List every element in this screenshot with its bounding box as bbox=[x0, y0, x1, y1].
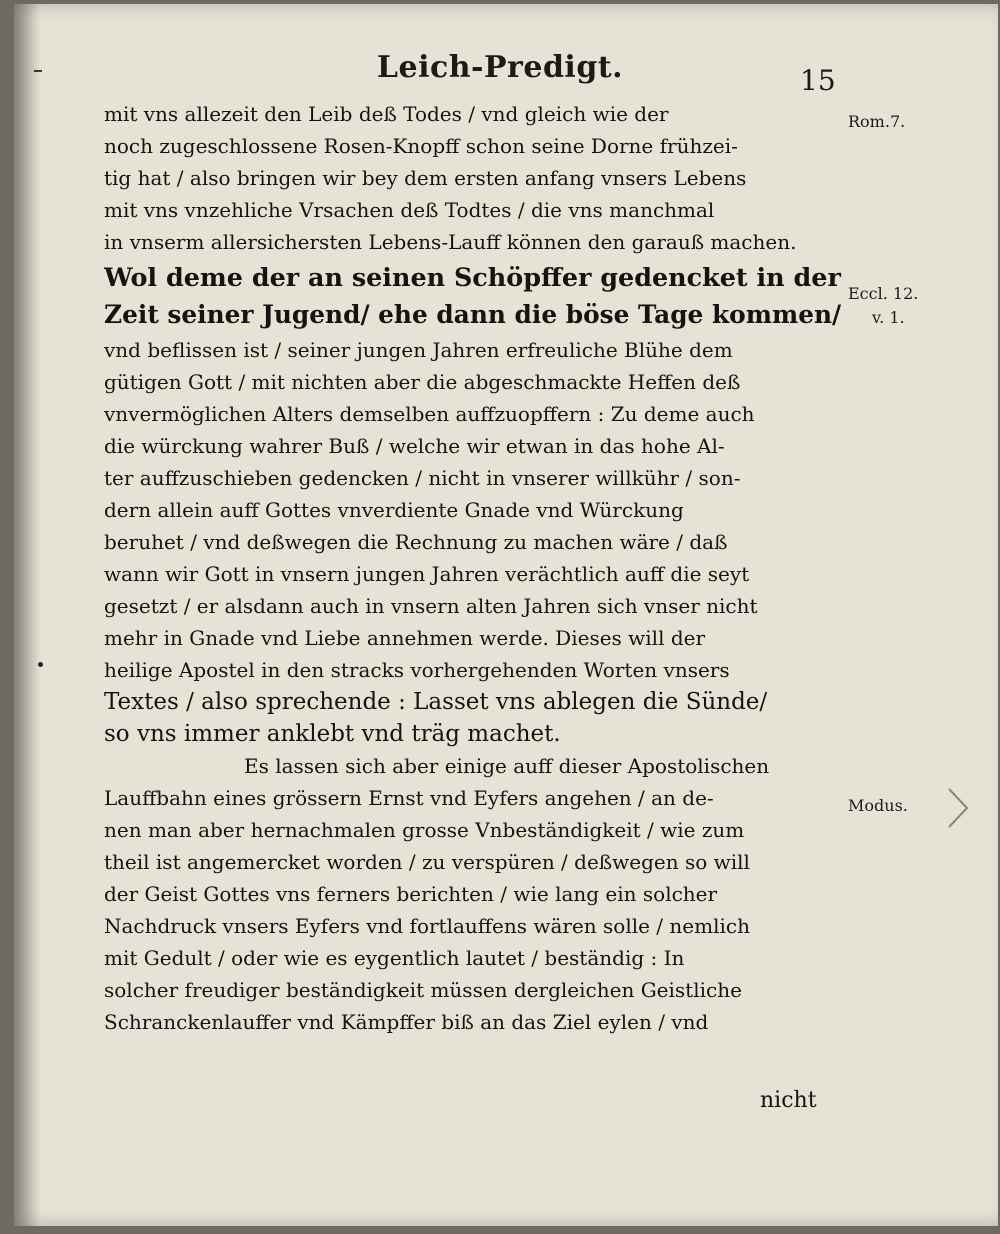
page-gutter-shadow bbox=[14, 4, 40, 1226]
text-line: dern allein auff Gottes vnverdiente Gnade vnd Würckung bbox=[104, 498, 684, 522]
margin-note-verse: v. 1. bbox=[872, 308, 905, 327]
text-line: solcher freudiger beständigkeit müssen dergleichen Geistliche bbox=[104, 978, 742, 1002]
text-line: die würckung wahrer Buß / welche wir etwan in das hohe Al- bbox=[104, 434, 725, 458]
text-line: mit Gedult / oder wie es eygentlich lautet / beständig : In bbox=[104, 946, 685, 970]
text-line: beruhet / vnd deßwegen die Rechnung zu machen wäre / daß bbox=[104, 530, 728, 554]
text-line: ter auffzuschieben gedencken / nicht in vnserer willkühr / son- bbox=[104, 466, 741, 490]
text-line: noch zugeschlossene Rosen-Knopff schon seine Dorne frühzei- bbox=[104, 134, 738, 158]
margin-note-modus: Modus. bbox=[848, 796, 908, 815]
text-line: so vns immer anklebt vnd träg machet. bbox=[104, 721, 561, 747]
catchword: nicht bbox=[760, 1088, 817, 1113]
text-line: nen man aber hernachmalen grosse Vnbeständigkeit / wie zum bbox=[104, 818, 745, 842]
text-line: heilige Apostel in den stracks vorhergehenden Worten vnsers bbox=[104, 658, 730, 682]
text-line: Es lassen sich aber einige auff dieser Apostolischen bbox=[244, 754, 770, 778]
text-line: in vnserm allersichersten Lebens-Lauff können den garauß machen. bbox=[104, 230, 797, 254]
text-line: Nachdruck vnsers Eyfers vnd fortlauffens wären solle / nemlich bbox=[104, 914, 750, 938]
text-line: Textes / also sprechende : Lasset vns ablegen die Sünde/ bbox=[104, 689, 768, 715]
text-line: Lauffbahn eines grössern Ernst vnd Eyfers angehen / an de- bbox=[104, 786, 714, 810]
text-line: mit vns vnzehliche Vrsachen deß Todtes / die vns manchmal bbox=[104, 198, 715, 222]
text-line: tig hat / also bringen wir bey dem ersten anfang vnsers Lebens bbox=[104, 166, 747, 190]
margin-note-eccl: Eccl. 12. bbox=[848, 284, 919, 303]
running-header: Leich-Predigt. bbox=[376, 50, 624, 85]
text-line: Wol deme der an seinen Schöpffer gedencket in der bbox=[104, 262, 841, 292]
text-line: vnd beflissen ist / seiner jungen Jahren erfreuliche Blühe dem bbox=[104, 338, 733, 362]
edge-mark bbox=[34, 64, 42, 72]
ink-spot bbox=[38, 662, 43, 667]
body-text bbox=[104, 98, 849, 1038]
text-line: wann wir Gott in vnsern jungen Jahren verächtlich auff die seyt bbox=[104, 562, 750, 586]
text-line: theil ist angemercket worden / zu verspüren / deßwegen so will bbox=[104, 850, 750, 874]
text-line: gütigen Gott / mit nichten aber die abgeschmackte Heffen deß bbox=[104, 370, 741, 394]
text-line: gesetzt / er alsdann auch in vnsern alten Jahren sich vnser nicht bbox=[104, 594, 758, 618]
text-line: Schranckenlauffer vnd Kämpffer biß an das Ziel eylen / vnd bbox=[104, 1010, 709, 1034]
text-line: Zeit seiner Jugend/ ehe dann die böse Tage kommen/ bbox=[104, 300, 842, 329]
text-line: vnvermöglichen Alters demselben auffzuopffern : Zu deme auch bbox=[104, 402, 755, 426]
text-line: mit vns allezeit den Leib deß Todes / vnd gleich wie der bbox=[104, 102, 669, 126]
text-line: mehr in Gnade vnd Liebe annehmen werde. Dieses will der bbox=[104, 626, 706, 650]
page-number: 15 bbox=[800, 64, 836, 97]
margin-note-rom: Rom.7. bbox=[848, 112, 906, 131]
chevron-right-icon bbox=[945, 785, 971, 831]
text-line: der Geist Gottes vns ferners berichten / wie lang ein solcher bbox=[104, 882, 718, 906]
